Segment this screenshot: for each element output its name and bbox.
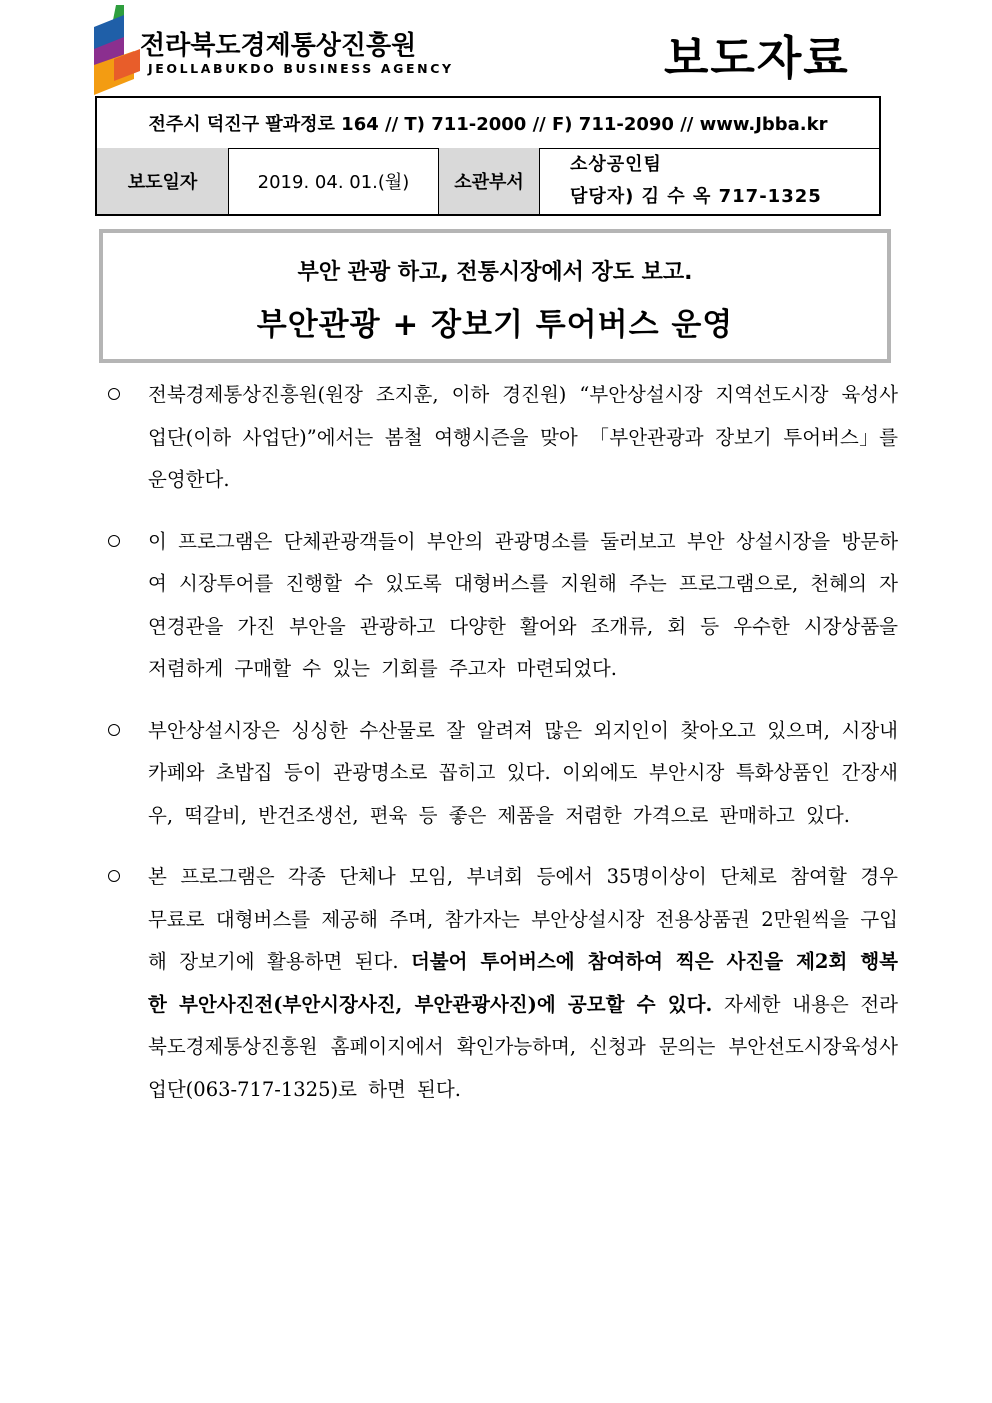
paragraph-text: 자세한 내용은 전라북도경제통상진흥원 홈페이지에서 확인가능하며, 신청과 문의는 부안선도시장육성사업단(063-717-1325)로 하면 된다. bbox=[148, 992, 898, 1101]
release-date: 2019. 04. 01.(월) bbox=[229, 148, 439, 214]
department-label: 소관부서 bbox=[439, 148, 540, 214]
press-info-table bbox=[95, 96, 881, 216]
paragraph-text: 전북경제통상진흥원(원장 조지훈, 이하 경진원) “부안상설시장 지역선도시장 육성사업단(이하 사업단)”에서는 봄철 여행시즌을 맞아 「부안관광과 장보기 투어버스」를 운영한다. bbox=[148, 383, 898, 491]
article-body bbox=[108, 374, 898, 1130]
circle-bullet-icon bbox=[108, 535, 120, 547]
document-type-heading: 보도자료 bbox=[664, 31, 850, 85]
paragraph bbox=[108, 856, 898, 1111]
paragraph bbox=[108, 710, 898, 838]
headline-box bbox=[99, 229, 891, 363]
headline-subtitle: 부안 관광 하고, 전통시장에서 장도 보고. bbox=[297, 260, 693, 285]
paragraph-text: 본 프로그램은 각종 단체나 모임, 부녀회 등에서 35명이상이 단체로 참여할 경우 무료로 대형버스를 제공해 주며, 참가자는 부안상설시장 전용상품권 2만원씩을 구입해 장보기에 활용하면 된다. bbox=[148, 865, 898, 973]
paragraph bbox=[108, 374, 898, 502]
paragraph-text: 부안상설시장은 싱싱한 수산물로 잘 알려져 많은 외지인이 찾아오고 있으며, 시장내 카페와 초밥집 등이 관광명소로 꼽히고 있다. 이외에도 부안시장 특화상품인 간장새우, 떡갈비, 반건조생선, 편육 등 좋은 제품을 저렴한 가격으로 판매하고 있다. bbox=[148, 718, 898, 827]
paragraph-emphasis: 더불어 투어버스에 참여하여 찍은 사진을 제2회 행복한 부안사진전(부안시장사진, 부안관광사진)에 공모할 수 있다. bbox=[148, 950, 898, 1016]
circle-bullet-icon bbox=[108, 724, 120, 736]
department-contact: 담당자) 김 수 옥 717-1325 bbox=[570, 186, 822, 207]
agency-logo-icon bbox=[94, 5, 140, 95]
agency-logo bbox=[94, 5, 454, 95]
release-date-label: 보도일자 bbox=[97, 148, 229, 214]
headline-title: 부안관광 + 장보기 투어버스 운영 bbox=[256, 307, 734, 343]
circle-bullet-icon bbox=[108, 870, 120, 882]
department-team: 소상공인팀 bbox=[570, 154, 662, 175]
circle-bullet-icon bbox=[108, 388, 120, 400]
paragraph bbox=[108, 521, 898, 691]
paragraph-text: 이 프로그램은 단체관광객들이 부안의 관광명소를 둘러보고 부안 상설시장을 방문하여 시장투어를 진행할 수 있도록 대형버스를 지원해 주는 프로그램으로, 천혜의 자연경관을 가진 부안을 관광하고 다양한 활어와 조개류, 회 등 우수한 시장상품을 저렴하게 구매할 수 있는 기회를 주고자 마련되었다. bbox=[148, 529, 898, 680]
agency-name-korean: 전라북도경제통상진흥원 bbox=[140, 31, 417, 61]
department-info bbox=[540, 148, 879, 214]
agency-name-english: JEOLLABUKDO BUSINESS AGENCY bbox=[148, 61, 454, 76]
contact-address: 전주시 덕진구 팔과정로 164 // T) 711-2000 // F) 711-2090 // www.Jbba.kr bbox=[97, 98, 879, 149]
